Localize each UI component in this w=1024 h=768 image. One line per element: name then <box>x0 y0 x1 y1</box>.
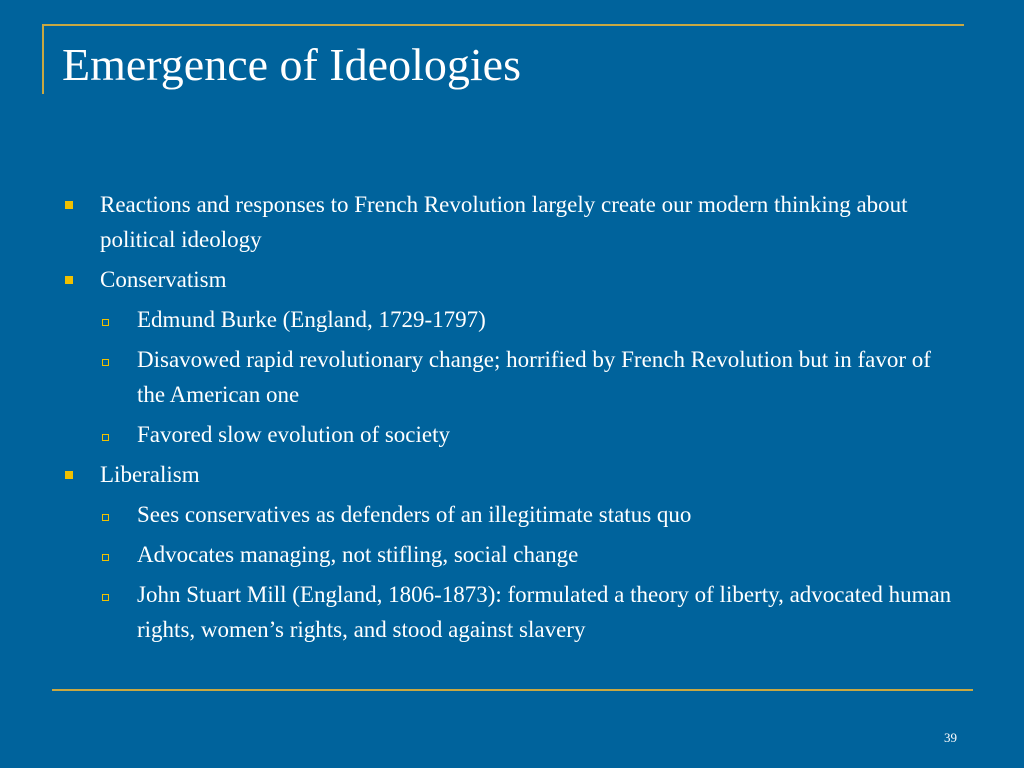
bullet-text: Liberalism <box>100 462 200 487</box>
sub-bullet-text: Disavowed rapid revolutionary change; horrified by French Revolution but in favor of the American one <box>137 347 931 407</box>
bullet-text: Conservatism <box>100 267 227 292</box>
bullet-item <box>62 457 962 492</box>
slide-title: Emergence of Ideologies <box>62 39 521 90</box>
hollow-square-bullet-icon <box>102 594 109 601</box>
hollow-square-bullet-icon <box>102 514 109 521</box>
sub-bullet-text: Sees conservatives as defenders of an illegitimate status quo <box>137 502 692 527</box>
bullet-text: Reactions and responses to French Revolution largely create our modern thinking about political ideology <box>100 192 908 252</box>
sub-bullet-item <box>99 302 962 337</box>
sub-bullet-text: Favored slow evolution of society <box>137 422 451 447</box>
sub-bullet-item <box>99 577 962 647</box>
sub-bullet-item <box>99 537 962 572</box>
bullet-item <box>62 187 962 257</box>
page-number: 39 <box>944 730 957 745</box>
bullet-item <box>62 262 962 297</box>
sub-bullet-item <box>99 342 962 412</box>
hollow-square-bullet-icon <box>102 359 109 366</box>
filled-square-bullet-icon <box>65 471 73 479</box>
filled-square-bullet-icon <box>65 276 73 284</box>
hollow-square-bullet-icon <box>102 554 109 561</box>
sub-bullet-item <box>99 497 962 532</box>
hollow-square-bullet-icon <box>102 319 109 326</box>
left-accent-line <box>42 24 44 94</box>
sub-bullet-text: Edmund Burke (England, 1729-1797) <box>137 307 486 332</box>
bullet-list <box>62 187 962 652</box>
top-accent-line <box>42 24 964 26</box>
bottom-accent-line <box>52 689 973 691</box>
filled-square-bullet-icon <box>65 201 73 209</box>
sub-bullet-text: Advocates managing, not stifling, social change <box>137 542 579 567</box>
sub-bullet-text: John Stuart Mill (England, 1806-1873): formulated a theory of liberty, advocated human rights, women’s rights, and stood against slavery <box>137 582 952 642</box>
hollow-square-bullet-icon <box>102 434 109 441</box>
sub-bullet-item <box>99 417 962 452</box>
